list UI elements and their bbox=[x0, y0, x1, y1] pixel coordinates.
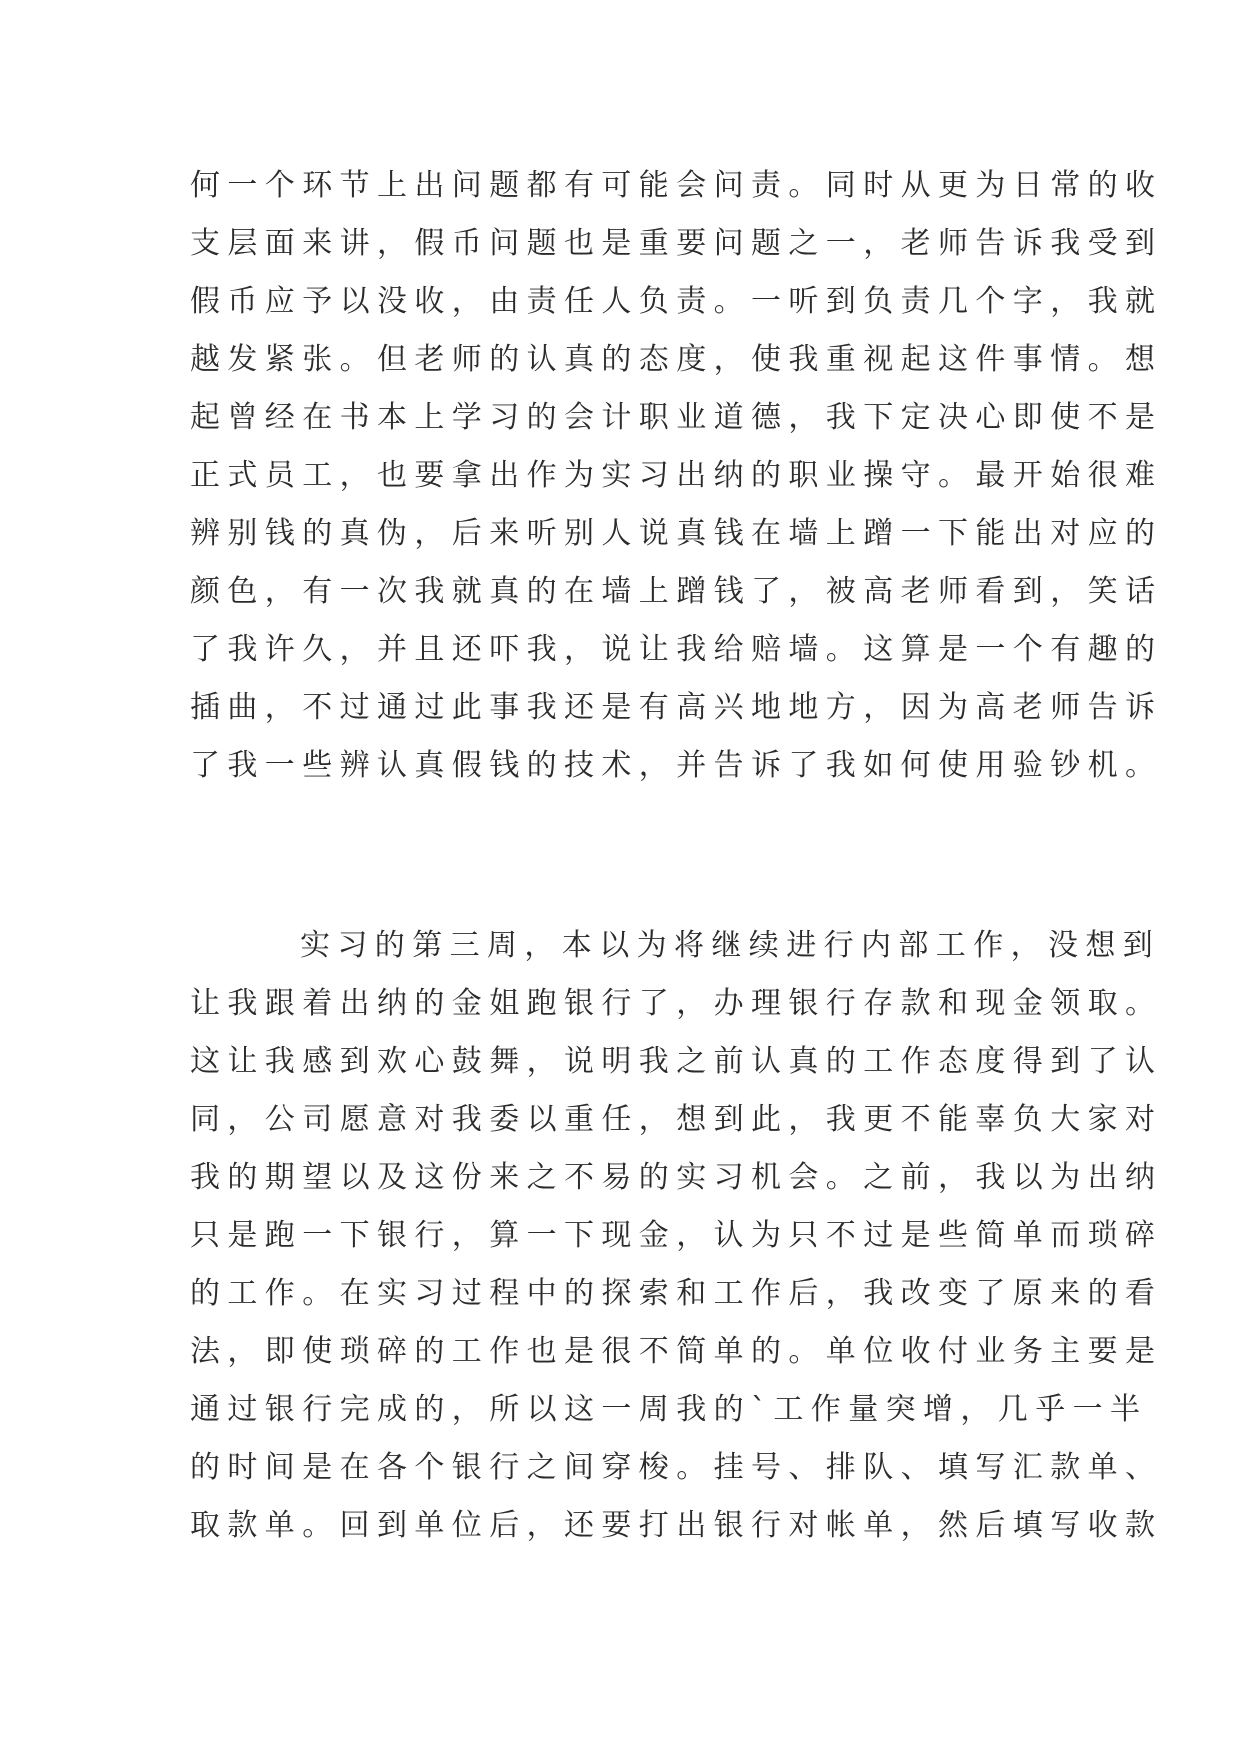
text-line: 插曲，不过通过此事我还是有高兴地地方，因为高老师告诉 bbox=[190, 690, 1163, 725]
text-line: 这让我感到欢心鼓舞，说明我之前认真的工作态度得到了认 bbox=[190, 1044, 1163, 1079]
text-line: 何一个环节上出问题都有可能会问责。同时从更为日常的收 bbox=[190, 168, 1163, 203]
text-line: 只是跑一下银行，算一下现金，认为只不过是些简单而琐碎 bbox=[190, 1218, 1163, 1253]
text-line: 辨别钱的真伪，后来听别人说真钱在墙上蹭一下能出对应的 bbox=[190, 516, 1163, 551]
text-line: 同，公司愿意对我委以重任，想到此，我更不能辜负大家对 bbox=[190, 1102, 1163, 1137]
text-line: 让我跟着出纳的金姐跑银行了，办理银行存款和现金领取。 bbox=[190, 986, 1163, 1021]
paragraph-2 bbox=[190, 917, 1162, 1555]
text-line: 了我一些辨认真假钱的技术，并告诉了我如何使用验钞机。 bbox=[190, 748, 1163, 783]
paragraph-1 bbox=[190, 157, 1162, 795]
text-line: 了我许久，并且还吓我，说让我给赔墙。这算是一个有趣的 bbox=[190, 632, 1163, 667]
text-line: 通过银行完成的，所以这一周我的`工作量突增，几乎一半 bbox=[190, 1392, 1148, 1427]
text-line: 支层面来讲，假币问题也是重要问题之一，老师告诉我受到 bbox=[190, 226, 1163, 261]
text-line: 起曾经在书本上学习的会计职业道德，我下定决心即使不是 bbox=[190, 400, 1163, 435]
text-line-indented: 实习的第三周，本以为将继续进行内部工作，没想到 bbox=[300, 928, 1161, 963]
text-line: 颜色，有一次我就真的在墙上蹭钱了，被高老师看到，笑话 bbox=[190, 574, 1163, 609]
text-line: 我的期望以及这份来之不易的实习机会。之前，我以为出纳 bbox=[190, 1160, 1163, 1195]
text-line: 的时间是在各个银行之间穿梭。挂号、排队、填写汇款单、 bbox=[190, 1450, 1163, 1485]
text-line: 法，即使琐碎的工作也是很不简单的。单位收付业务主要是 bbox=[190, 1334, 1163, 1369]
text-line: 的工作。在实习过程中的探索和工作后，我改变了原来的看 bbox=[190, 1276, 1163, 1311]
text-line: 取款单。回到单位后，还要打出银行对帐单，然后填写收款 bbox=[190, 1508, 1163, 1543]
text-line: 正式员工，也要拿出作为实习出纳的职业操守。最开始很难 bbox=[190, 458, 1163, 493]
text-line: 假币应予以没收，由责任人负责。一听到负责几个字，我就 bbox=[190, 284, 1163, 319]
text-line: 越发紧张。但老师的认真的态度，使我重视起这件事情。想 bbox=[190, 342, 1163, 377]
